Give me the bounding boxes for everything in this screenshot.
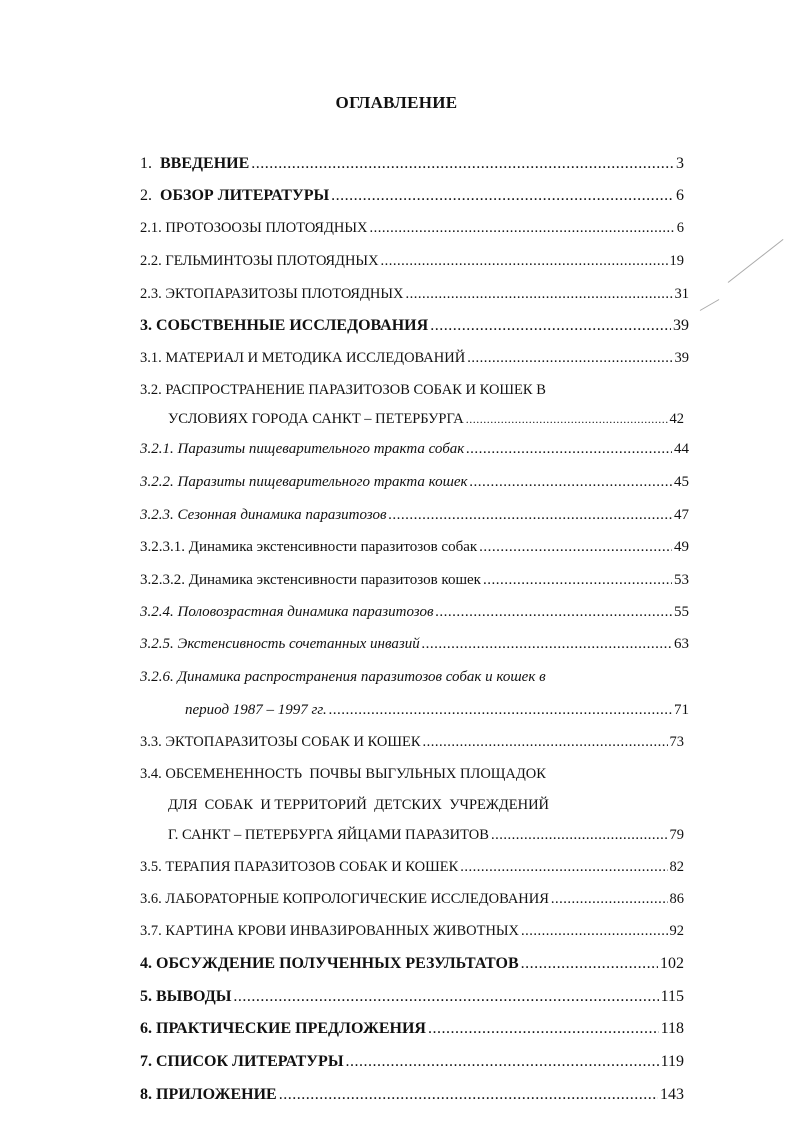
entry-label: ОБЗОР ЛИТЕРАТУРЫ [160,187,330,204]
dot-leader [435,604,672,621]
page-number: 19 [669,253,684,269]
entry-label: Паразиты пищеварительного тракта собак [177,441,465,457]
toc-entry-3-2-6-line1[interactable] [140,669,546,686]
page-number: 118 [660,1020,684,1037]
entry-label: период 1987 – 1997 гг. [185,702,327,718]
toc-entry-3-4-line2[interactable] [168,797,549,814]
page-number: 63 [674,636,689,652]
toc-entry-3-3[interactable] [140,734,684,758]
toc-entry-literature-review[interactable] [140,187,684,211]
page-number: 42 [669,411,684,427]
page-number: 45 [674,474,689,490]
entry-number: 2.1. [140,220,162,236]
entry-label: ВВЕДЕНИЕ [160,155,250,172]
entry-label: Экстенсивность сочетанных инвазий [177,636,420,652]
entry-label: Г. САНКТ – ПЕТЕРБУРГА ЯЙЦАМИ ПАРАЗИТОВ [168,827,489,843]
dot-leader [346,1053,659,1071]
entry-number: 3.3. [140,734,162,750]
dot-leader [521,923,667,940]
toc-entry-3-2-3-2[interactable] [140,572,689,596]
toc-entry-3-2-line1[interactable] [140,382,546,399]
toc-entry-3-5[interactable] [140,859,684,883]
entry-label: ПРОТОЗООЗЫ ПЛОТОЯДНЫХ [165,220,368,236]
page-title: ОГЛАВЛЕНИЕ [335,93,458,112]
entry-label: ТЕРАПИЯ ПАРАЗИТОЗОВ СОБАК И КОШЕК [165,859,459,875]
entry-number: 3.2.2. [140,474,174,490]
toc-entry-3-4-line1[interactable] [140,766,546,783]
entry-label: Динамика распространения паразитозов собак и кошек в [177,669,546,685]
entry-label: Динамика экстенсивности паразитозов кошек [188,572,481,588]
dot-leader [428,1020,659,1038]
dot-leader [405,286,672,303]
toc-entry-3-2-line2[interactable] [168,411,684,435]
entry-label: ОБСЕМЕНЕННОСТЬ ПОЧВЫ ВЫГУЛЬНЫХ ПЛОЩАДОК [165,766,546,782]
dot-leader [521,955,658,973]
page-number: 119 [660,1053,684,1070]
dot-leader [467,350,672,367]
entry-number: 3.1. [140,350,162,366]
entry-label: РАСПРОСТРАНЕНИЕ ПАРАЗИТОЗОВ СОБАК И КОШЕК В [165,382,546,398]
page-number: 143 [660,1086,684,1103]
entry-label: ОБСУЖДЕНИЕ ПОЛУЧЕННЫХ РЕЗУЛЬТАТОВ [156,955,519,972]
page-number: 82 [669,859,684,875]
toc-entry-2-2[interactable] [140,253,684,277]
entry-number: 3.2.6. [140,669,174,685]
entry-number: 3. [140,317,152,334]
page-number: 53 [674,572,689,588]
page-number: 102 [660,955,684,972]
entry-number: 2.2. [140,253,162,269]
dot-leader [381,253,668,270]
entry-number: 3.2.5. [140,636,174,652]
dot-leader [470,474,672,491]
toc-entry-references[interactable] [140,1053,684,1077]
entry-number: 2.3. [140,286,162,302]
entry-label: ПРАКТИЧЕСКИЕ ПРЕДЛОЖЕНИЯ [156,1020,426,1037]
page-number: 6 [676,220,684,236]
entry-label: ВЫВОДЫ [156,988,232,1005]
dot-leader [479,539,672,556]
dot-leader [551,891,668,908]
entry-label: КАРТИНА КРОВИ ИНВАЗИРОВАННЫХ ЖИВОТНЫХ [165,923,520,939]
dot-leader [460,859,667,876]
entry-number: 1. [140,155,152,172]
dot-leader [388,507,672,524]
toc-entry-discussion[interactable] [140,955,684,979]
entry-label: ГЕЛЬМИНТОЗЫ ПЛОТОЯДНЫХ [165,253,379,269]
toc-entry-3-2-4[interactable] [140,604,689,628]
entry-label: МАТЕРИАЛ И МЕТОДИКА ИССЛЕДОВАНИЙ [165,350,466,366]
page-number: 49 [674,539,689,555]
entry-number: 3.5. [140,859,162,875]
entry-label: ЭКТОПАРАЗИТОЗЫ СОБАК И КОШЕК [165,734,421,750]
entry-number: 3.2.3.1. [140,539,185,555]
page-number: 44 [674,441,689,457]
page-number: 73 [669,734,684,750]
entry-label: Половозрастная динамика паразитозов [177,604,434,620]
entry-number: 3.4. [140,766,162,782]
toc-entry-2-1[interactable] [140,220,684,244]
dot-leader [422,636,672,653]
page-number: 55 [674,604,689,620]
page-number: 92 [669,923,684,939]
page-number: 79 [669,827,684,843]
dot-leader [483,572,672,589]
entry-number: 7. [140,1053,152,1070]
page-number: 71 [674,702,689,718]
entry-number: 3.2.3. [140,507,174,523]
entry-number: 5. [140,988,152,1005]
dot-leader [466,412,668,427]
toc-entry-introduction[interactable] [140,155,684,179]
entry-number: 3.2.1. [140,441,174,457]
entry-number: 3.7. [140,923,162,939]
toc-entry-3-1[interactable] [140,350,689,374]
dot-leader [233,988,658,1006]
entry-number: 3.2.3.2. [140,572,185,588]
entry-label: ЭКТОПАРАЗИТОЗЫ ПЛОТОЯДНЫХ [165,286,404,302]
dot-leader [430,317,671,335]
toc-entry-practical-proposals[interactable] [140,1020,684,1044]
page-number: 6 [676,187,684,204]
toc-entry-3-2-5[interactable] [140,636,689,660]
entry-label: Паразиты пищеварительного тракта кошек [177,474,468,490]
toc-entry-appendix[interactable] [140,1086,684,1110]
entry-label: ЛАБОРАТОРНЫЕ КОПРОЛОГИЧЕСКИЕ ИССЛЕДОВАНИЯ [165,891,549,907]
entry-label: ДЛЯ СОБАК И ТЕРРИТОРИЙ ДЕТСКИХ УЧРЕЖДЕНИЙ [168,797,550,813]
dot-leader [491,827,668,844]
toc-entry-2-3[interactable] [140,286,689,310]
dot-leader [466,441,672,458]
toc-entry-3-2-2[interactable] [140,474,689,498]
page-number: 39 [674,350,689,366]
page-number: 31 [674,286,689,302]
toc-entry-3-2-3[interactable] [140,507,689,531]
page-number: 39 [673,317,689,334]
entry-label: УСЛОВИЯХ ГОРОДА САНКТ – ПЕТЕРБУРГА [168,411,464,427]
page-number: 47 [674,507,689,523]
entry-label: ПРИЛОЖЕНИЕ [156,1086,277,1103]
entry-label: СПИСОК ЛИТЕРАТУРЫ [156,1053,344,1070]
dot-leader [369,220,674,237]
toc-entry-conclusions[interactable] [140,988,684,1012]
dot-leader [251,155,674,173]
dot-leader [423,734,668,751]
toc-entry-3-7[interactable] [140,923,684,947]
entry-label: Динамика экстенсивности паразитозов собак [188,539,478,555]
entry-number: 2. [140,187,152,204]
toc-entry-own-research[interactable] [140,317,689,341]
toc-entry-3-2-3-1[interactable] [140,539,689,563]
entry-label: Сезонная динамика паразитозов [177,507,387,523]
entry-number: 8. [140,1086,152,1103]
dot-leader [331,187,674,205]
entry-number: 6. [140,1020,152,1037]
entry-number: 4. [140,955,152,972]
toc-entry-3-2-1[interactable] [140,441,689,465]
dot-leader [329,702,672,719]
dot-leader [279,1086,658,1104]
toc-entry-3-2-6-line2[interactable] [185,702,689,726]
entry-label: СОБСТВЕННЫЕ ИССЛЕДОВАНИЯ [156,317,429,334]
page-number: 3 [676,155,684,172]
entry-number: 3.6. [140,891,162,907]
page-number: 86 [669,891,684,907]
toc-entry-3-4-line3[interactable] [168,827,684,851]
page-number: 115 [660,988,684,1005]
entry-number: 3.2.4. [140,604,174,620]
entry-number: 3.2. [140,382,162,398]
toc-entry-3-6[interactable] [140,891,684,915]
